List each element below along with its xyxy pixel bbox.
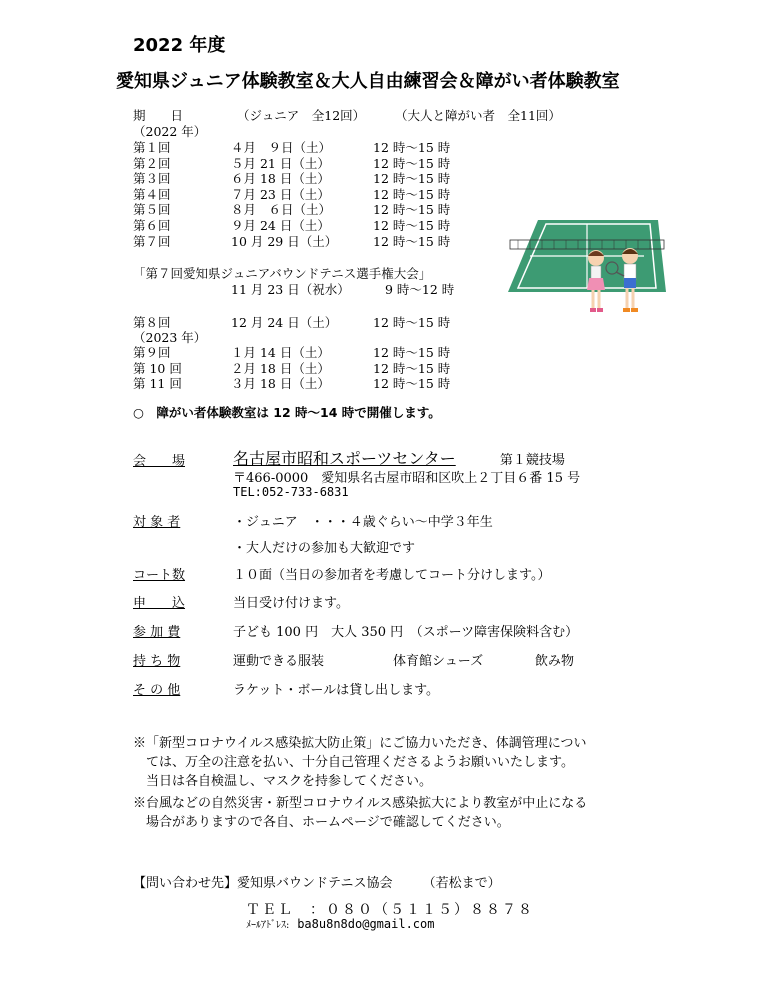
session-date: ５月 21 日（土） [231, 155, 330, 171]
session-time: 12 時～15 時 [373, 155, 451, 171]
year-2023: （2023 年） [133, 330, 207, 345]
disaster-note [133, 794, 587, 832]
session-time: 12 時～15 時 [373, 171, 451, 187]
contact-person: （若松まで） [422, 876, 501, 891]
tournament-date: 11 月 23 日（祝水） [231, 282, 350, 297]
email-label: ﾒｰﾙｱﾄﾞﾚｽ: [246, 920, 290, 931]
contact-email[interactable]: ba8u8n8do@gmail.com [297, 917, 435, 931]
year-2022: （2022 年） [133, 124, 207, 139]
venue-name: 名古屋市昭和スポーツセンター [233, 449, 456, 468]
contact-line [133, 872, 501, 891]
item-shoes: 体育館シューズ [393, 654, 484, 669]
session-date: １月 14 日（土） [231, 345, 330, 360]
items-line [233, 650, 575, 669]
session-date: ４月 ９日（土） [231, 140, 332, 155]
session-no: 第７回 [133, 233, 171, 249]
session-no: 第９回 [133, 345, 171, 360]
session-time: 12 時～15 時 [373, 360, 451, 376]
covid-note [133, 734, 586, 791]
session-no: 第６回 [133, 218, 171, 233]
covid-note-line: ては、万全の注意を払い、十分自己管理くださるようお願いいたします。 [133, 755, 574, 770]
session-no: 第 11 回 [133, 376, 182, 392]
session-date: 12 月 24 日（土） [231, 315, 338, 330]
session-no: 第５回 [133, 202, 171, 218]
disaster-note-line: 場合がありますので各自、ホームページで確認してください。 [133, 815, 510, 830]
venue-tel: TEL:052-733-6831 [233, 485, 349, 499]
session-no: 第４回 [133, 186, 171, 202]
apply-label: 申 込 [133, 596, 186, 611]
session-date: ７月 23 日（土） [231, 186, 330, 202]
session-date: ９月 24 日（土） [231, 218, 330, 233]
target-adult: ・大人だけの参加も大歓迎です [233, 541, 416, 556]
session-no: 第 10 回 [133, 360, 182, 376]
tournament-time: 9 時～12 時 [385, 282, 455, 297]
contact-label: 【問い合わせ先】愛知県バウンドテニス協会 [133, 876, 393, 891]
apply-value: 当日受け付けます。 [233, 596, 349, 611]
session-no: 第１回 [133, 140, 171, 155]
fee-value: 子ども 100 円 大人 350 円 （スポーツ障害保険料含む） [233, 625, 579, 640]
schedule-label: 期 日 [133, 108, 184, 123]
tennis-court-illustration [508, 212, 666, 322]
session-time: 12 時～15 時 [373, 218, 451, 233]
session-time: 12 時～15 時 [373, 140, 451, 155]
contact-tel: ＴＥＬ ：０８０（５１１５）８８７８ [246, 902, 534, 918]
covid-note-line: 当日は各自検温し、マスクを持参してください。 [133, 774, 433, 789]
other-label: そ の 他 [133, 683, 181, 698]
junior-count: （ジュニア 全12回） [237, 108, 366, 123]
adult-count: （大人と障がい者 全11回） [395, 108, 561, 123]
session-time: 12 時～15 時 [373, 376, 451, 392]
other-value: ラケット・ボールは貸し出します。 [233, 683, 440, 698]
item-clothes: 運動できる服装 [233, 654, 325, 669]
courts-value: １０面（当日の参加者を考慮してコート分けします。） [233, 568, 551, 583]
item-drink: 飲み物 [535, 654, 575, 669]
session-date: ８月 ６日（土） [231, 202, 332, 218]
items-label: 持 ち 物 [133, 654, 181, 669]
fee-label: 参 加 費 [133, 625, 181, 640]
session-time: 12 時～15 時 [373, 345, 451, 360]
target-junior: ・ジュニア ・・・４歳ぐらい～中学３年生 [233, 515, 493, 530]
session-time: 12 時～15 時 [373, 202, 451, 218]
session-date: ３月 18 日（土） [231, 376, 330, 392]
session-no: 第８回 [133, 315, 171, 330]
courts-label: コート数 [133, 568, 186, 583]
session-date: ６月 18 日（土） [231, 171, 330, 187]
covid-note-line: ※「新型コロナウイルス感染拡大防止策」にご協力いただき、体調管理につい [133, 736, 587, 751]
venue-hall: 第１競技場 [499, 453, 565, 468]
contact-email-line [246, 916, 434, 931]
session-no: 第３回 [133, 171, 171, 187]
disabled-note: ○ 障がい者体験教室は 12 時～14 時で開催します。 [133, 405, 441, 420]
session-date: ２月 18 日（土） [231, 360, 330, 376]
session-time: 12 時～15 時 [373, 315, 451, 330]
session-time: 12 時～15 時 [373, 233, 451, 249]
venue-label: 会 場 [133, 454, 186, 469]
title-year: 2022 年度 [133, 35, 226, 56]
page-title: 愛知県ジュニア体験教室＆大人自由練習会＆障がい者体験教室 [116, 71, 620, 92]
tournament-name: 「第７回愛知県ジュニアバウンドテニス選手権大会」 [133, 266, 432, 281]
girl-player-icon [587, 250, 605, 312]
venue-address: 〒466-0000 愛知県名古屋市昭和区吹上２丁目６番 15 号 [233, 471, 581, 486]
session-time: 12 時～15 時 [373, 186, 451, 202]
session-date: 10 月 29 日（土） [231, 233, 338, 249]
disaster-note-line: ※台風などの自然災害・新型コロナウイルス感染拡大により教室が中止になる [133, 796, 588, 811]
target-label: 対 象 者 [133, 515, 181, 530]
session-no: 第２回 [133, 155, 171, 171]
venue-line [233, 446, 565, 469]
